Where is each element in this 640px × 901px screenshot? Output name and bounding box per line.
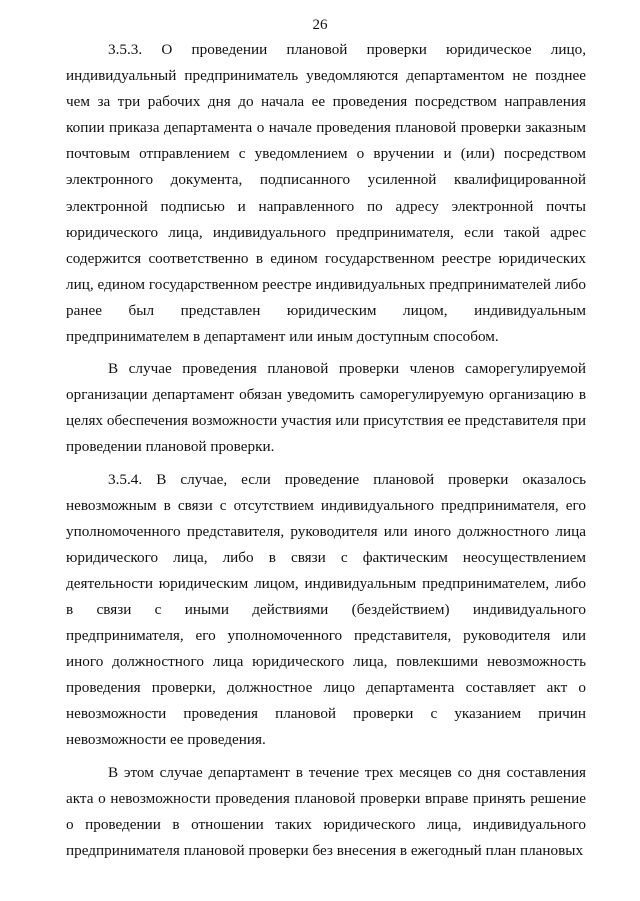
document-body — [66, 37, 586, 864]
paragraph-3-5-4: 3.5.4. В случае, если проведение плановой проверки оказалось невозможным в связи с отсутствием индивидуального предпринимателя, его уполномоченного представителя, руководителя или иного должностного лица юридического лица, либо в связи с фактическим неосуществлением деятельности юридическим лицом, индивидуальным предпринимателем, либо в связи с иными действиями (бездействием) индивидуального предпринимателя, его уполномоченного представителя, руководителя или иного должностного лица юридического лица, повлекшими невозможность проведения проверки, должностное лицо департамента составляет акт о невозможности проведения плановой проверки с указанием причин невозможности ее проведения. — [66, 470, 586, 749]
paragraph-3-5-3: 3.5.3. О проведении плановой проверки юридическое лицо, индивидуальный предприниматель уведомляются департаментом не позднее чем за три рабочих дня до начала ее проведения посредством направления копии приказа департамента о начале проведения плановой проверки заказным почтовым отправлением с уведомлением о вручении и (или) посредством электронного документа, подписанного усиленной квалифицированной электронной подписью и направленного по адресу электронной почты юридического лица, индивидуального предпринимателя, если такой адрес содержится соответственно в едином государственном реестре юридических лиц, едином государственном реестре индивидуальных предпринимателей либо ранее был представлен юридическим лицом, индивидуальным предпринимателем в департамент или иным доступным способом. — [66, 41, 586, 346]
page-number: 26 — [312, 17, 328, 33]
paragraph-repeat-inspection: В этом случае департамент в течение трех месяцев со дня составления акта о невозможности проведения плановой проверки вправе принять решение о проведении в отношении таких юридического лица, индивидуального предпринимателя плановой проверки без внесения в ежегодный план плановых — [66, 763, 586, 859]
paragraph-sro-notification: В случае проведения плановой проверки членов саморегулируемой организации департамент обязан уведомить саморегулируемую организацию в целях обеспечения возможности участия или присутствия ее представителя при проведении плановой проверки. — [66, 360, 586, 456]
